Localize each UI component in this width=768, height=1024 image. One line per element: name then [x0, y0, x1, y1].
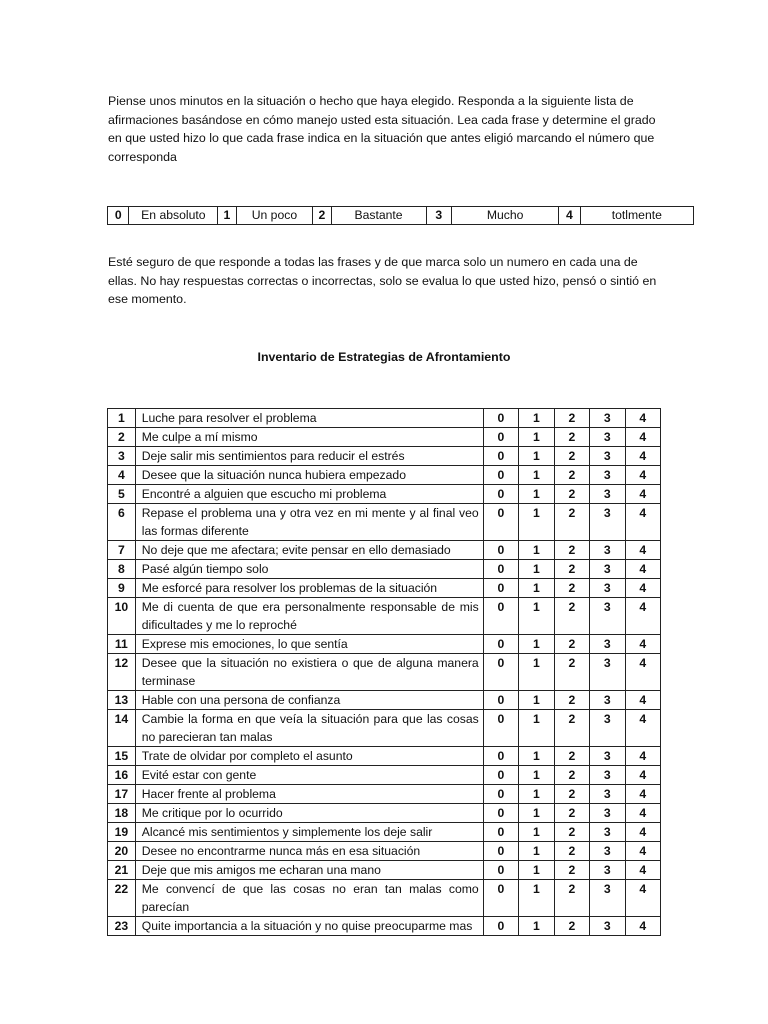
rating-option-4[interactable]: 4	[625, 560, 660, 579]
item-number: 11	[108, 635, 136, 654]
item-number: 21	[108, 861, 136, 880]
rating-option-0[interactable]: 0	[483, 428, 518, 447]
table-row	[108, 485, 661, 504]
item-statement: Pasé algún tiempo solo	[135, 560, 483, 579]
item-statement: Desee no encontrarme nunca más en esa situación	[135, 842, 483, 861]
rating-option-1[interactable]: 1	[519, 785, 554, 804]
item-number: 6	[108, 504, 136, 541]
rating-option-4[interactable]: 4	[625, 823, 660, 842]
item-number: 8	[108, 560, 136, 579]
rating-option-0[interactable]: 0	[483, 766, 518, 785]
item-number: 19	[108, 823, 136, 842]
rating-option-3[interactable]: 3	[590, 691, 625, 710]
rating-option-3[interactable]: 3	[590, 804, 625, 823]
rating-option-2[interactable]: 2	[554, 466, 589, 485]
rating-option-2[interactable]: 2	[554, 541, 589, 560]
item-number: 14	[108, 710, 136, 747]
rating-option-0[interactable]: 0	[483, 842, 518, 861]
item-number: 9	[108, 579, 136, 598]
item-number: 18	[108, 804, 136, 823]
item-statement: Me critique por lo ocurrido	[135, 804, 483, 823]
rating-option-1[interactable]: 1	[519, 560, 554, 579]
table-row	[108, 747, 661, 766]
item-statement: Me esforcé para resolver los problemas de la situación	[135, 579, 483, 598]
rating-option-1[interactable]: 1	[519, 823, 554, 842]
rating-option-3[interactable]: 3	[590, 504, 625, 541]
rating-option-4[interactable]: 4	[625, 804, 660, 823]
rating-option-0[interactable]: 0	[483, 861, 518, 880]
rating-option-0[interactable]: 0	[483, 804, 518, 823]
rating-option-3[interactable]: 3	[590, 598, 625, 635]
rating-option-0[interactable]: 0	[483, 560, 518, 579]
table-row	[108, 917, 661, 936]
table-row	[108, 598, 661, 635]
scale-label: En absoluto	[129, 207, 218, 225]
rating-option-4[interactable]: 4	[625, 466, 660, 485]
rating-option-1[interactable]: 1	[519, 654, 554, 691]
rating-option-3[interactable]: 3	[590, 541, 625, 560]
rating-scale-row	[108, 207, 694, 225]
rating-option-4[interactable]: 4	[625, 747, 660, 766]
rating-option-3[interactable]: 3	[590, 635, 625, 654]
rating-option-4[interactable]: 4	[625, 541, 660, 560]
table-row	[108, 861, 661, 880]
rating-option-1[interactable]: 1	[519, 447, 554, 466]
item-statement: Quite importancia a la situación y no quise preocuparme mas	[135, 917, 483, 936]
table-row	[108, 560, 661, 579]
rating-option-2[interactable]: 2	[554, 842, 589, 861]
rating-option-4[interactable]: 4	[625, 842, 660, 861]
inventory-table	[107, 408, 661, 936]
rating-option-2[interactable]: 2	[554, 766, 589, 785]
table-row	[108, 466, 661, 485]
note-paragraph: Esté seguro de que responde a todas las frases y de que marca solo un numero en cada una de ellas. No hay respuestas correctas o incorrectas, solo se evalua lo que usted hizo, pensó o sintió en ese momento.	[108, 255, 657, 306]
scale-label: Un poco	[236, 207, 313, 225]
item-statement: Repase el problema una y otra vez en mi mente y al final veo las formas diferente	[135, 504, 483, 541]
rating-option-2[interactable]: 2	[554, 823, 589, 842]
scale-label: Mucho	[452, 207, 559, 225]
rating-option-0[interactable]: 0	[483, 485, 518, 504]
item-number: 13	[108, 691, 136, 710]
rating-option-3[interactable]: 3	[590, 560, 625, 579]
item-statement: Trate de olvidar por completo el asunto	[135, 747, 483, 766]
rating-option-0[interactable]: 0	[483, 880, 518, 917]
rating-option-0[interactable]: 0	[483, 409, 518, 428]
item-statement: Exprese mis emociones, lo que sentía	[135, 635, 483, 654]
rating-option-2[interactable]: 2	[554, 428, 589, 447]
rating-option-2[interactable]: 2	[554, 560, 589, 579]
item-number: 1	[108, 409, 136, 428]
rating-option-4[interactable]: 4	[625, 579, 660, 598]
rating-option-4[interactable]: 4	[625, 504, 660, 541]
table-row	[108, 409, 661, 428]
item-number: 4	[108, 466, 136, 485]
rating-option-1[interactable]: 1	[519, 579, 554, 598]
scale-number: 2	[313, 207, 331, 225]
rating-option-2[interactable]: 2	[554, 861, 589, 880]
rating-option-0[interactable]: 0	[483, 635, 518, 654]
rating-option-2[interactable]: 2	[554, 747, 589, 766]
rating-option-0[interactable]: 0	[483, 785, 518, 804]
item-statement: Alcancé mis sentimientos y simplemente los deje salir	[135, 823, 483, 842]
rating-option-4[interactable]: 4	[625, 880, 660, 917]
rating-option-4[interactable]: 4	[625, 766, 660, 785]
rating-option-3[interactable]: 3	[590, 823, 625, 842]
rating-option-1[interactable]: 1	[519, 598, 554, 635]
rating-option-2[interactable]: 2	[554, 691, 589, 710]
rating-option-4[interactable]: 4	[625, 710, 660, 747]
item-statement: Cambie la forma en que veía la situación para que las cosas no parecieran tan malas	[135, 710, 483, 747]
item-number: 10	[108, 598, 136, 635]
item-statement: Deje salir mis sentimientos para reducir el estrés	[135, 447, 483, 466]
item-number: 7	[108, 541, 136, 560]
table-row	[108, 842, 661, 861]
table-row	[108, 579, 661, 598]
table-row	[108, 635, 661, 654]
rating-option-3[interactable]: 3	[590, 428, 625, 447]
rating-option-2[interactable]: 2	[554, 635, 589, 654]
item-number: 15	[108, 747, 136, 766]
rating-option-2[interactable]: 2	[554, 785, 589, 804]
rating-option-3[interactable]: 3	[590, 785, 625, 804]
table-row	[108, 428, 661, 447]
table-row	[108, 447, 661, 466]
instructions-paragraph: Piense unos minutos en la situación o hecho que haya elegido. Responda a la siguiente lista de afirmaciones basándose en cómo manejo usted esta situación. Lea cada frase y determine el grado en que usted hizo lo que cada frase indica en la situación que antes eligió marcando el número que corresponda	[108, 94, 656, 164]
rating-option-3[interactable]: 3	[590, 409, 625, 428]
rating-option-0[interactable]: 0	[483, 747, 518, 766]
rating-option-4[interactable]: 4	[625, 598, 660, 635]
rating-option-3[interactable]: 3	[590, 842, 625, 861]
rating-option-0[interactable]: 0	[483, 598, 518, 635]
rating-option-3[interactable]: 3	[590, 654, 625, 691]
table-row	[108, 880, 661, 917]
rating-option-1[interactable]: 1	[519, 917, 554, 936]
item-statement: Me convencí de que las cosas no eran tan malas como parecían	[135, 880, 483, 917]
table-row	[108, 804, 661, 823]
item-statement: Deje que mis amigos me echaran una mano	[135, 861, 483, 880]
table-row	[108, 504, 661, 541]
rating-option-2[interactable]: 2	[554, 880, 589, 917]
rating-option-2[interactable]: 2	[554, 710, 589, 747]
rating-option-2[interactable]: 2	[554, 447, 589, 466]
item-number: 22	[108, 880, 136, 917]
rating-option-2[interactable]: 2	[554, 485, 589, 504]
scale-number: 0	[108, 207, 129, 225]
rating-option-1[interactable]: 1	[519, 766, 554, 785]
rating-option-0[interactable]: 0	[483, 504, 518, 541]
rating-option-3[interactable]: 3	[590, 447, 625, 466]
item-statement: Desee que la situación no existiera o que de alguna manera terminase	[135, 654, 483, 691]
rating-option-4[interactable]: 4	[625, 447, 660, 466]
rating-option-1[interactable]: 1	[519, 804, 554, 823]
table-row	[108, 541, 661, 560]
rating-option-2[interactable]: 2	[554, 598, 589, 635]
rating-option-1[interactable]: 1	[519, 409, 554, 428]
scale-label: Bastante	[331, 207, 426, 225]
table-row	[108, 654, 661, 691]
rating-scale-table	[107, 206, 694, 225]
rating-option-0[interactable]: 0	[483, 447, 518, 466]
rating-option-4[interactable]: 4	[625, 635, 660, 654]
rating-option-2[interactable]: 2	[554, 654, 589, 691]
rating-option-0[interactable]: 0	[483, 541, 518, 560]
rating-option-1[interactable]: 1	[519, 710, 554, 747]
table-row	[108, 823, 661, 842]
item-number: 12	[108, 654, 136, 691]
inventory-body	[108, 409, 661, 936]
item-statement: Evité estar con gente	[135, 766, 483, 785]
scale-label: totlmente	[580, 207, 693, 225]
item-statement: Encontré a alguien que escucho mi problema	[135, 485, 483, 504]
rating-option-4[interactable]: 4	[625, 409, 660, 428]
rating-option-1[interactable]: 1	[519, 428, 554, 447]
rating-option-0[interactable]: 0	[483, 823, 518, 842]
rating-option-0[interactable]: 0	[483, 654, 518, 691]
rating-option-4[interactable]: 4	[625, 428, 660, 447]
inventory-title: Inventario de Estrategias de Afrontamiento	[257, 350, 511, 364]
rating-option-1[interactable]: 1	[519, 880, 554, 917]
item-number: 16	[108, 766, 136, 785]
table-row	[108, 691, 661, 710]
rating-option-3[interactable]: 3	[590, 917, 625, 936]
item-statement: No deje que me afectara; evite pensar en ello demasiado	[135, 541, 483, 560]
rating-option-1[interactable]: 1	[519, 504, 554, 541]
item-statement: Hable con una persona de confianza	[135, 691, 483, 710]
rating-option-3[interactable]: 3	[590, 747, 625, 766]
rating-option-3[interactable]: 3	[590, 485, 625, 504]
rating-option-1[interactable]: 1	[519, 466, 554, 485]
rating-option-3[interactable]: 3	[590, 880, 625, 917]
rating-option-0[interactable]: 0	[483, 691, 518, 710]
rating-option-0[interactable]: 0	[483, 579, 518, 598]
rating-option-1[interactable]: 1	[519, 842, 554, 861]
item-statement: Hacer frente al problema	[135, 785, 483, 804]
item-statement: Me di cuenta de que era personalmente responsable de mis dificultades y me lo reproché	[135, 598, 483, 635]
rating-option-1[interactable]: 1	[519, 485, 554, 504]
scale-number: 3	[426, 207, 452, 225]
rating-option-0[interactable]: 0	[483, 466, 518, 485]
scale-number: 4	[559, 207, 580, 225]
item-number: 5	[108, 485, 136, 504]
rating-option-2[interactable]: 2	[554, 504, 589, 541]
rating-option-2[interactable]: 2	[554, 409, 589, 428]
scale-number: 1	[218, 207, 236, 225]
rating-option-4[interactable]: 4	[625, 861, 660, 880]
rating-option-2[interactable]: 2	[554, 804, 589, 823]
rating-option-2[interactable]: 2	[554, 917, 589, 936]
item-number: 17	[108, 785, 136, 804]
table-row	[108, 766, 661, 785]
item-statement: Desee que la situación nunca hubiera empezado	[135, 466, 483, 485]
item-number: 2	[108, 428, 136, 447]
item-statement: Me culpe a mí mismo	[135, 428, 483, 447]
item-number: 3	[108, 447, 136, 466]
rating-option-3[interactable]: 3	[590, 766, 625, 785]
rating-option-4[interactable]: 4	[625, 917, 660, 936]
rating-option-3[interactable]: 3	[590, 466, 625, 485]
rating-option-4[interactable]: 4	[625, 485, 660, 504]
rating-option-3[interactable]: 3	[590, 861, 625, 880]
rating-option-1[interactable]: 1	[519, 541, 554, 560]
table-row	[108, 710, 661, 747]
rating-option-0[interactable]: 0	[483, 917, 518, 936]
rating-option-3[interactable]: 3	[590, 710, 625, 747]
item-statement: Luche para resolver el problema	[135, 409, 483, 428]
rating-option-1[interactable]: 1	[519, 635, 554, 654]
rating-option-1[interactable]: 1	[519, 691, 554, 710]
rating-option-2[interactable]: 2	[554, 579, 589, 598]
rating-option-0[interactable]: 0	[483, 710, 518, 747]
rating-option-3[interactable]: 3	[590, 579, 625, 598]
rating-option-4[interactable]: 4	[625, 691, 660, 710]
item-number: 23	[108, 917, 136, 936]
rating-option-1[interactable]: 1	[519, 861, 554, 880]
rating-option-4[interactable]: 4	[625, 654, 660, 691]
item-number: 20	[108, 842, 136, 861]
table-row	[108, 785, 661, 804]
rating-option-4[interactable]: 4	[625, 785, 660, 804]
rating-option-1[interactable]: 1	[519, 747, 554, 766]
